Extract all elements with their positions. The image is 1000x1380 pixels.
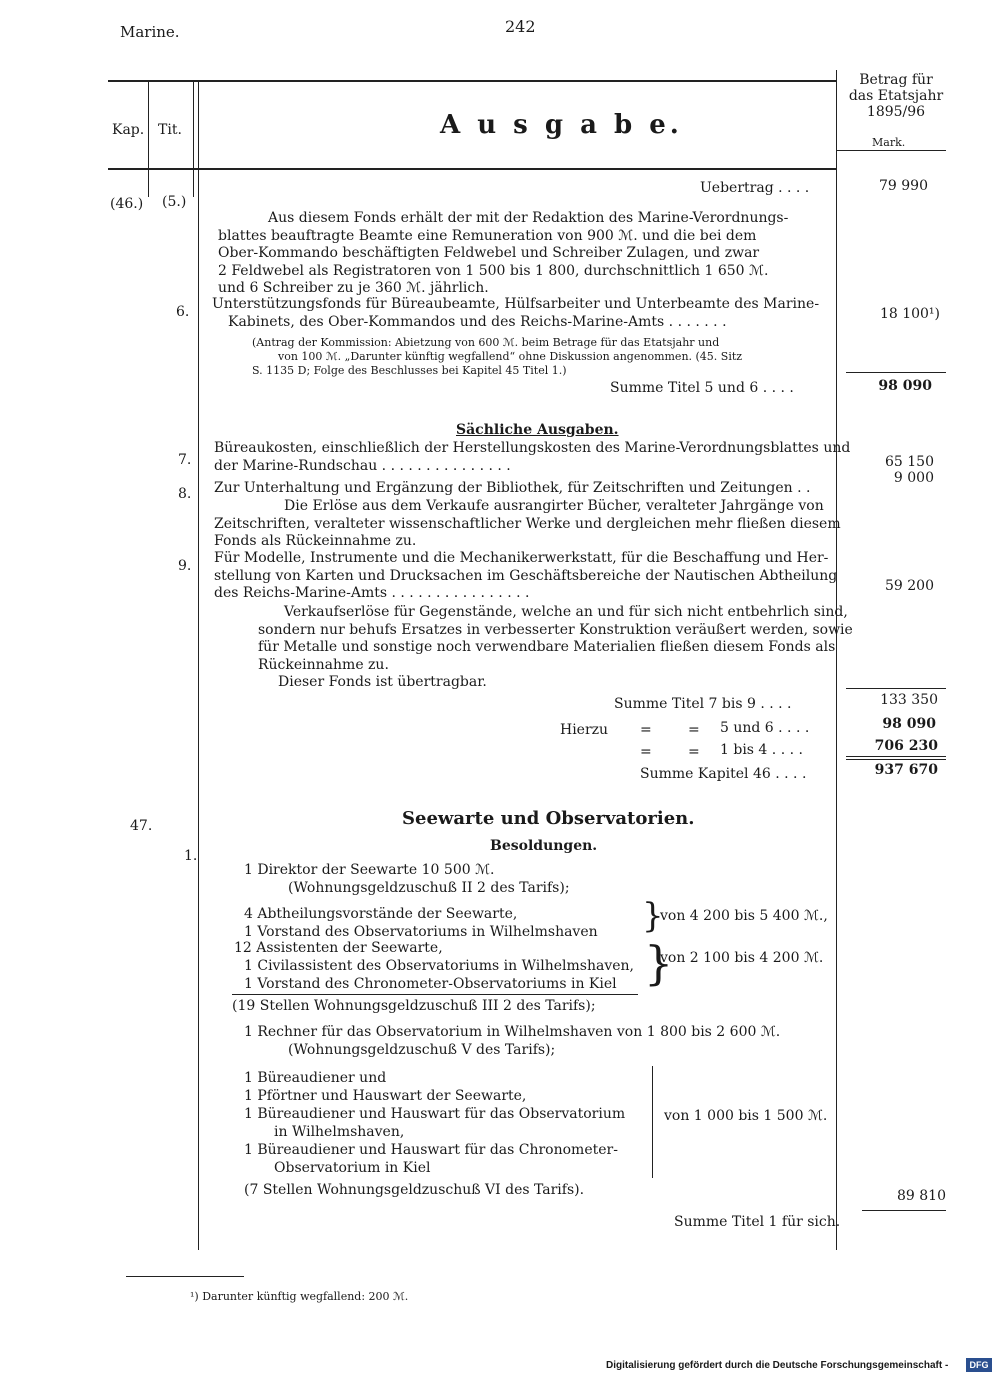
col-header-kap: Kap. [112,122,145,138]
tit6-note [252,336,742,378]
tit-6: 6. [176,304,190,320]
tit6-note-line: S. 1135 D; Folge des Beschlusses bei Kapitel 45 Titel 1.) [252,364,567,377]
fonds-line: 2 Feldwebel als Registratoren von 1 500 bis 1 800, durchschnittlich 1 650 ℳ. [218,262,769,279]
col-header-tit: Tit. [158,122,182,138]
tit9-line: des Reichs-Marine-Amts . . . . . . . . . . . . . . . . [214,585,530,601]
tit8-value: 9 000 [893,470,934,486]
summe-5-6-label: Summe Titel 5 und 6 . . . . [610,380,794,396]
bracket-rule [652,1066,653,1178]
hierzu-1-mark-a: = [640,722,652,738]
tit8-note [214,498,841,551]
hierzu-1-label: 5 und 6 . . . . [720,720,810,736]
col-header-betrag [846,72,946,120]
col-divider-tit [193,82,194,197]
besoldung-line: 1 Büreaudiener und Hauswart für das Observatorium [244,1106,626,1122]
besoldung-line: 12 Assistenten der Seewarte, [234,940,443,956]
tit8-note-line: Fonds als Rückeinnahme zu. [214,533,417,549]
tit-8: 8. [178,486,192,502]
besoldung-line: 1 Büreaudiener und Hauswart für das Chronometer- [244,1142,618,1158]
table-header-rule [108,168,836,170]
section-title: Marine. [120,23,180,41]
col-header-ausgabe: A u s g a b e. [440,110,683,140]
hierzu-label: Hierzu [560,722,609,738]
dfg-logo[interactable]: DFG [966,1358,992,1372]
tit-1: 1. [184,848,198,864]
besoldung-line: Observatorium in Kiel [274,1160,431,1176]
fonds-text [218,210,788,298]
besoldung-line: 4 Abtheilungsvorstände der Seewarte, [244,906,518,922]
summe-tit1-label: Summe Titel 1 für sich. [674,1214,841,1230]
tit9-note-line: Verkaufserlöse für Gegenstände, welche an und für sich nicht entbehrlich sind, [284,604,848,620]
fonds-line: Ober-Kommando beschäftigten Feldwebel und Schreiber Zulagen, und zwar [218,245,760,261]
betrag-line-3: 1895/96 [866,104,926,120]
tit6-text [212,296,819,331]
hierzu-2-value: 706 230 [874,738,938,754]
hierzu-2-mark-a: = [640,744,652,760]
tit9-text [214,550,837,603]
col-divider-kap [148,82,149,197]
betrag-header-rule [836,150,946,151]
dfg-credit: Digitalisierung gefördert durch die Deutsche Forschungsgemeinschaft - [606,1360,949,1371]
tit-5: (5.) [162,194,187,210]
page-number: 242 [505,17,536,36]
hierzu-1-value: 98 090 [882,716,936,732]
besoldung-range: von 1 000 bis 1 500 ℳ. [664,1108,828,1124]
betrag-line-1: Betrag für [859,72,933,88]
tit6-line: Kabinets, des Ober-Kommandos und des Reichs-Marine-Amts . . . . . . . [228,313,727,330]
besoldung-line: in Wilhelmshaven, [274,1124,405,1140]
tit-9: 9. [178,558,192,574]
kap-46: (46.) [110,196,144,212]
besoldung-line: (Wohnungsgeldzuschuß V des Tarifs); [288,1042,556,1058]
summe-kap46-value: 937 670 [874,762,938,778]
tit9-value: 59 200 [885,578,934,594]
table-top-rule [108,80,836,82]
tit6-line: Unterstützungsfonds für Büreaubeamte, Hülfsarbeiter und Unterbeamte des Marine- [212,296,820,312]
tit8-note-line: Die Erlöse aus dem Verkaufe ausrangirter Bücher, veralteter Jahrgänge von [284,498,824,514]
uebertrag-label: Uebertrag . . . . [700,180,810,196]
tit9-line: stellung von Karten und Drucksachen im Geschäftsbereiche der Nautischen Abtheilung [214,567,838,584]
summe-7-9-label: Summe Titel 7 bis 9 . . . . [614,696,792,712]
tit9-note-line: Dieser Fonds ist übertragbar. [278,674,487,690]
tit9-line: Für Modelle, Instrumente und die Mechanikerwerkstatt, für die Beschaffung und Her- [214,550,829,566]
rule-kap46-1 [846,756,946,757]
besoldung-line: (7 Stellen Wohnungsgeldzuschuß VI des Tarifs). [244,1182,585,1198]
besoldung-line: 1 Direktor der Seewarte 10 500 ℳ. [244,862,495,878]
besoldung-line: 1 Vorstand des Observatoriums in Wilhelmshaven [244,924,598,940]
tit9-note-line: für Metalle und sonstige noch verwendbare Materialien fließen diesem Fonds als [258,639,836,655]
besoldung-range: von 2 100 bis 4 200 ℳ. [660,950,824,966]
tit6-note-line: von 100 ℳ. „Darunter künftig wegfallend“ ohne Diskussion angenommen. (45. Sitz [278,350,743,363]
besoldungen-heading: Besoldungen. [490,838,598,854]
footnote-rule [126,1276,244,1277]
rule-summe-tit1 [862,1210,946,1211]
hierzu-2-label: 1 bis 4 . . . . [720,742,803,758]
tit7-text [214,440,850,475]
brace-icon: } [644,936,674,990]
besoldung-line: (Wohnungsgeldzuschuß II 2 des Tarifs); [288,880,570,896]
besoldung-line: 1 Büreaudiener und [244,1070,387,1086]
rule-kap46-2 [846,759,946,760]
tit8-text: Zur Unterhaltung und Ergänzung der Bibliothek, für Zeitschriften und Zeitungen . . [214,480,811,496]
kap-47: 47. [130,818,153,834]
brace-icon: } [642,896,664,936]
fonds-line: und 6 Schreiber zu je 360 ℳ. jährlich. [218,280,489,296]
summe-7-9-value: 133 350 [880,692,938,708]
summe-kap46-label: Summe Kapitel 46 . . . . [640,766,807,782]
tit6-note-line: (Antrag der Kommission: Abietzung von 600 ℳ. beim Betrage für das Etatsjahr und [252,336,720,349]
tit8-note-line: Zeitschriften, veralteter wissenschaftlicher Werke und dergleichen mehr fließen diesem [214,515,841,532]
tit9-note-line: Rückeinnahme zu. [258,656,389,673]
besoldung-line: 1 Pförtner und Hauswart der Seewarte, [244,1088,527,1104]
besoldung-value: 89 810 [897,1188,946,1204]
besoldung-line: 1 Civilassistent des Observatoriums in Wilhelmshaven, [244,958,634,974]
tit7-value: 65 150 [885,454,934,470]
tit7-line: Büreaukosten, einschließlich der Herstellungskosten des Marine-Verordnungsblattes und [214,440,851,456]
fonds-line: blattes beauftragte Beamte eine Remuneration von 900 ℳ. und die bei dem [218,227,757,244]
tit-7: 7. [178,452,192,468]
rule-summe-5-6 [846,372,946,373]
footnote: ¹) Darunter künftig wegfallend: 200 ℳ. [190,1290,409,1303]
summe-5-6-value: 98 090 [878,378,932,394]
hierzu-1-mark-b: = [688,722,700,738]
besoldung-line: 1 Rechner für das Observatorium in Wilhelmshaven von 1 800 bis 2 600 ℳ. [244,1024,781,1040]
tit6-value: 18 100¹) [879,306,940,322]
besoldung-line: 1 Vorstand des Chronometer-Observatoriums in Kiel [244,976,617,992]
fonds-line: Aus diesem Fonds erhält der mit der Redaktion des Marine-Verordnungs- [268,210,789,226]
hierzu-2-mark-b: = [688,744,700,760]
tit9-note-line: sondern nur behufs Ersatzes in verbesserter Konstruktion veräußert werden, sowie [258,621,853,638]
col-header-mark: Mark. [872,136,906,149]
tit9-note [258,604,853,692]
saechliche-heading: Sächliche Ausgaben. [456,422,619,438]
betrag-line-2: das Etatsjahr [848,88,944,104]
besoldung-line: (19 Stellen Wohnungsgeldzuschuß III 2 des Tarifs); [232,998,596,1014]
besoldung-range: von 4 200 bis 5 400 ℳ., [660,908,828,924]
seewarte-title: Seewarte und Observatorien. [402,808,695,829]
col-divider-main [198,80,199,1250]
uebertrag-value: 79 990 [879,178,928,194]
rule-besoldung [232,994,638,995]
rule-summe-7-9 [846,688,946,689]
tit7-line: der Marine-Rundschau . . . . . . . . . . . . . . . [214,457,511,474]
